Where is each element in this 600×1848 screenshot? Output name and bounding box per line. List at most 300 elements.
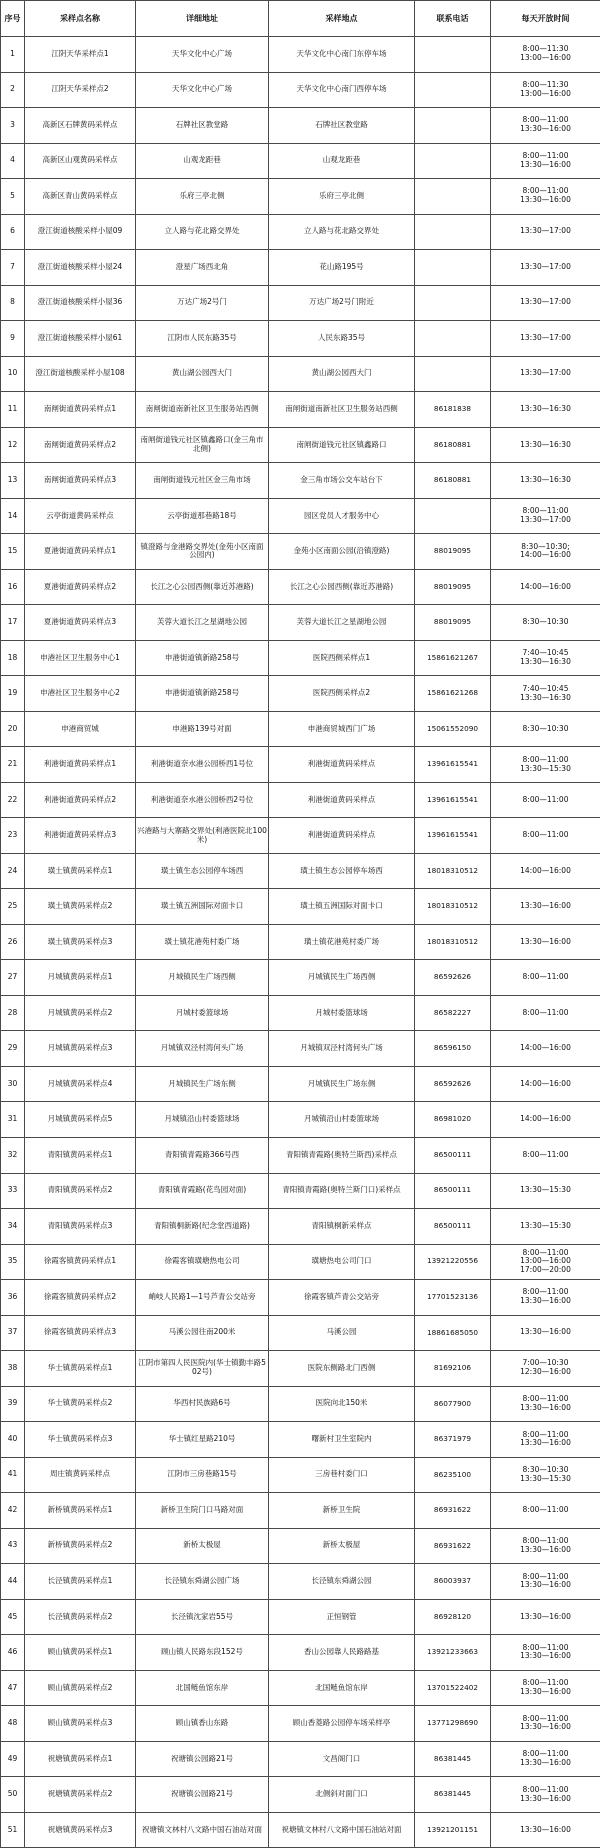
row-site-name: 澄江街道核酸采样小屋36	[25, 285, 136, 321]
row-phone	[415, 321, 491, 357]
row-sampling-location: 青阳镇桐新采样点	[269, 1209, 415, 1245]
row-address: 万达广场2号门	[136, 285, 269, 321]
row-phone: 18861685050	[415, 1315, 491, 1351]
row-seq: 21	[1, 747, 25, 783]
row-site-name: 长泾镇黄码采样点1	[25, 1564, 136, 1600]
row-seq: 26	[1, 924, 25, 960]
table-row	[1, 1564, 600, 1600]
row-open-hours: 8:00—11:00 13:30—16:00	[491, 1564, 600, 1600]
row-site-name: 高新区山观黄码采样点	[25, 143, 136, 179]
row-seq: 47	[1, 1670, 25, 1706]
row-seq: 25	[1, 889, 25, 925]
row-seq: 42	[1, 1493, 25, 1529]
row-phone: 13701522402	[415, 1670, 491, 1706]
row-sampling-location: 长江之心公园西侧(靠近苏港路)	[269, 569, 415, 605]
row-site-name: 南闸街道黄码采样点1	[25, 392, 136, 428]
row-address: 镇澄路与金港路交界处(金苑小区南面公园内)	[136, 534, 269, 570]
row-open-hours: 13:30—17:00	[491, 321, 600, 357]
row-sampling-location: 曙新村卫生室院内	[269, 1422, 415, 1458]
row-seq: 44	[1, 1564, 25, 1600]
row-address: 月城村委篮球场	[136, 995, 269, 1031]
row-phone: 18018310512	[415, 889, 491, 925]
row-open-hours: 13:30—17:00	[491, 356, 600, 392]
row-seq: 34	[1, 1209, 25, 1245]
row-phone	[415, 356, 491, 392]
table-row	[1, 356, 600, 392]
header-site-name: 采样点名称	[25, 1, 136, 37]
row-site-name: 华士镇黄码采样点2	[25, 1386, 136, 1422]
row-phone: 86981020	[415, 1102, 491, 1138]
row-sampling-location: 利港街道黄码采样点	[269, 747, 415, 783]
row-address: 璜土镇生态公园停车场西	[136, 853, 269, 889]
table-row	[1, 1777, 600, 1813]
row-site-name: 利港街道黄码采样点1	[25, 747, 136, 783]
row-address: 立人路与花北路交界处	[136, 214, 269, 250]
row-address: 申港街道镇新路258号	[136, 676, 269, 712]
row-sampling-location: 金苑小区南面公园(沿镇澄路)	[269, 534, 415, 570]
row-sampling-location: 北国鲢鱼馆东岸	[269, 1670, 415, 1706]
row-open-hours: 8:00—11:00 13:30—16:00	[491, 1528, 600, 1564]
row-phone: 86235100	[415, 1457, 491, 1493]
row-site-name: 璜土镇黄码采样点2	[25, 889, 136, 925]
row-phone: 86928120	[415, 1599, 491, 1635]
row-sampling-location: 月城镇双泾村湾何头广场	[269, 1031, 415, 1067]
row-seq: 9	[1, 321, 25, 357]
row-seq: 17	[1, 605, 25, 641]
table-row	[1, 1386, 600, 1422]
row-sampling-location: 利港街道黄码采样点	[269, 818, 415, 854]
row-sampling-location: 正恒钢管	[269, 1599, 415, 1635]
row-sampling-location: 石牌社区教堂路	[269, 108, 415, 144]
row-seq: 31	[1, 1102, 25, 1138]
row-phone: 86077900	[415, 1386, 491, 1422]
row-sampling-location: 南闸街道南新社区卫生服务站西侧	[269, 392, 415, 428]
row-seq: 49	[1, 1741, 25, 1777]
row-sampling-location: 月城村委篮球场	[269, 995, 415, 1031]
table-row	[1, 1812, 600, 1848]
row-sampling-location: 青阳镇青霞路(奥特兰斯西)采样点	[269, 1137, 415, 1173]
row-site-name: 夏港街道黄码采样点1	[25, 534, 136, 570]
row-address: 澄星广场西北角	[136, 250, 269, 286]
row-open-hours: 8:00—11:00 13:30—16:00	[491, 1741, 600, 1777]
table-row	[1, 37, 600, 73]
row-address: 璜土镇花港苑村委广场	[136, 924, 269, 960]
row-open-hours: 13:30—16:30	[491, 427, 600, 463]
row-phone: 86381445	[415, 1777, 491, 1813]
row-site-name: 澄江街道核酸采样小屋108	[25, 356, 136, 392]
row-site-name: 顾山镇黄码采样点1	[25, 1635, 136, 1671]
row-phone: 18018310512	[415, 853, 491, 889]
row-open-hours: 8:00—11:00 13:30—16:00	[491, 108, 600, 144]
row-site-name: 江阴天华采样点1	[25, 37, 136, 73]
table-row	[1, 1741, 600, 1777]
row-site-name: 申港社区卫生服务中心2	[25, 676, 136, 712]
table-row	[1, 711, 600, 747]
table-row	[1, 285, 600, 321]
row-address: 徐霞客镇璜塘热电公司	[136, 1244, 269, 1280]
row-phone: 86180881	[415, 463, 491, 499]
row-open-hours: 8:00—11:00 13:00—16:00 17:00—20:00	[491, 1244, 600, 1280]
row-open-hours: 7:40—10:45 13:30—16:30	[491, 640, 600, 676]
row-open-hours: 13:30—16:00	[491, 1599, 600, 1635]
row-site-name: 澄江街道核酸采样小屋61	[25, 321, 136, 357]
row-open-hours: 14:00—16:00	[491, 569, 600, 605]
table-row	[1, 782, 600, 818]
table-row	[1, 72, 600, 108]
table-row	[1, 1528, 600, 1564]
row-sampling-location: 立人路与花北路交界处	[269, 214, 415, 250]
row-open-hours: 8:00—11:00	[491, 960, 600, 996]
row-site-name: 祝塘镇黄码采样点2	[25, 1777, 136, 1813]
row-open-hours: 8:00—11:00	[491, 1137, 600, 1173]
row-open-hours: 14:00—16:00	[491, 853, 600, 889]
row-site-name: 祝塘镇黄码采样点3	[25, 1812, 136, 1848]
table-row	[1, 1457, 600, 1493]
row-phone	[415, 285, 491, 321]
row-seq: 19	[1, 676, 25, 712]
table-row	[1, 1351, 600, 1387]
row-open-hours: 8:00—11:00 13:30—16:00	[491, 1670, 600, 1706]
row-site-name: 周庄镇黄码采样点	[25, 1457, 136, 1493]
row-open-hours: 13:30—17:00	[491, 214, 600, 250]
row-sampling-location: 三房巷村委门口	[269, 1457, 415, 1493]
table-row	[1, 605, 600, 641]
row-site-name: 云亭街道黄码采样点	[25, 498, 136, 534]
row-seq: 11	[1, 392, 25, 428]
table-row	[1, 1599, 600, 1635]
row-address: 月城镇沿山村委篮球场	[136, 1102, 269, 1138]
row-open-hours: 14:00—16:00	[491, 1066, 600, 1102]
row-seq: 27	[1, 960, 25, 996]
row-sampling-location: 利港街道黄码采样点	[269, 782, 415, 818]
row-phone	[415, 143, 491, 179]
row-seq: 38	[1, 1351, 25, 1387]
row-phone: 86596150	[415, 1031, 491, 1067]
row-address: 申港街道镇新路258号	[136, 640, 269, 676]
table-row	[1, 569, 600, 605]
row-seq: 33	[1, 1173, 25, 1209]
row-address: 新桥太极屋	[136, 1528, 269, 1564]
row-open-hours: 13:30—17:00	[491, 250, 600, 286]
table-row	[1, 498, 600, 534]
row-open-hours: 7:00—10:30 12:30—16:00	[491, 1351, 600, 1387]
row-address: 月城镇民生广场东侧	[136, 1066, 269, 1102]
row-sampling-location: 医院向北150米	[269, 1386, 415, 1422]
row-site-name: 青阳镇黄码采样点2	[25, 1173, 136, 1209]
row-address: 顾山镇人民路东段152号	[136, 1635, 269, 1671]
table-row	[1, 108, 600, 144]
row-phone: 86931622	[415, 1493, 491, 1529]
row-phone	[415, 108, 491, 144]
row-site-name: 夏港街道黄码采样点2	[25, 569, 136, 605]
row-sampling-location: 璜土镇生态公园停车场西	[269, 853, 415, 889]
row-address: 马溪公园往南200米	[136, 1315, 269, 1351]
table-row	[1, 1066, 600, 1102]
row-seq: 36	[1, 1280, 25, 1316]
row-phone: 13961615541	[415, 818, 491, 854]
row-address: 天华文化中心广场	[136, 72, 269, 108]
row-phone: 86500111	[415, 1137, 491, 1173]
row-seq: 24	[1, 853, 25, 889]
row-phone	[415, 37, 491, 73]
row-phone: 13961615541	[415, 782, 491, 818]
row-seq: 14	[1, 498, 25, 534]
row-address: 月城镇民生广场西侧	[136, 960, 269, 996]
table-row	[1, 747, 600, 783]
row-seq: 10	[1, 356, 25, 392]
row-seq: 28	[1, 995, 25, 1031]
row-sampling-location: 月城镇沿山村委篮球场	[269, 1102, 415, 1138]
row-seq: 37	[1, 1315, 25, 1351]
row-open-hours: 8:00—11:30 13:00—16:00	[491, 72, 600, 108]
row-sampling-location: 香山公园靠人民路路基	[269, 1635, 415, 1671]
row-site-name: 月城镇黄码采样点2	[25, 995, 136, 1031]
row-open-hours: 8:30—10:30	[491, 711, 600, 747]
row-sampling-location: 月城镇民生广场西侧	[269, 960, 415, 996]
row-phone: 13921233663	[415, 1635, 491, 1671]
row-site-name: 澄江街道核酸采样小屋09	[25, 214, 136, 250]
row-seq: 3	[1, 108, 25, 144]
row-site-name: 南闸街道黄码采样点2	[25, 427, 136, 463]
row-sampling-location: 青阳镇青霞路(奥特兰斯门口)采样点	[269, 1173, 415, 1209]
row-seq: 12	[1, 427, 25, 463]
header-open-hours: 每天开放时间	[491, 1, 600, 37]
row-seq: 39	[1, 1386, 25, 1422]
row-phone: 81692106	[415, 1351, 491, 1387]
row-sampling-location: 芙蓉大道长江之星湖地公园	[269, 605, 415, 641]
row-open-hours: 13:30—16:30	[491, 392, 600, 428]
row-address: 华士镇红星路210号	[136, 1422, 269, 1458]
row-address: 祝塘镇公园路21号	[136, 1741, 269, 1777]
row-site-name: 月城镇黄码采样点5	[25, 1102, 136, 1138]
table-row	[1, 1173, 600, 1209]
row-phone: 86592626	[415, 1066, 491, 1102]
row-sampling-location: 人民东路35号	[269, 321, 415, 357]
table-body	[1, 37, 600, 1848]
row-seq: 1	[1, 37, 25, 73]
row-sampling-location: 南闸街道钱元社区镇鑫路口	[269, 427, 415, 463]
row-seq: 20	[1, 711, 25, 747]
row-sampling-location: 徐霞客镇芦青公交站旁	[269, 1280, 415, 1316]
row-seq: 13	[1, 463, 25, 499]
table-row	[1, 143, 600, 179]
row-address: 江阴市三房巷路15号	[136, 1457, 269, 1493]
row-address: 长泾镇东舜湖公园广场	[136, 1564, 269, 1600]
row-seq: 40	[1, 1422, 25, 1458]
row-address: 黄山湖公园西大门	[136, 356, 269, 392]
row-sampling-location: 花山路195号	[269, 250, 415, 286]
row-phone	[415, 498, 491, 534]
row-phone: 86371979	[415, 1422, 491, 1458]
row-address: 申港路139号对面	[136, 711, 269, 747]
row-sampling-location: 天华文化中心南门西停车场	[269, 72, 415, 108]
row-site-name: 祝塘镇黄码采样点1	[25, 1741, 136, 1777]
row-address: 月城镇双泾村湾何头广场	[136, 1031, 269, 1067]
row-open-hours: 8:00—11:00	[491, 782, 600, 818]
row-open-hours: 8:00—11:00 13:30—16:00	[491, 1706, 600, 1742]
row-site-name: 华士镇黄码采样点3	[25, 1422, 136, 1458]
row-seq: 51	[1, 1812, 25, 1848]
row-site-name: 华士镇黄码采样点1	[25, 1351, 136, 1387]
row-phone: 15061552090	[415, 711, 491, 747]
row-phone: 86500111	[415, 1173, 491, 1209]
row-site-name: 徐霞客镇黄码采样点3	[25, 1315, 136, 1351]
row-address: 利港街道奈水港公园桥西2号位	[136, 782, 269, 818]
table-row	[1, 1706, 600, 1742]
row-sampling-location: 医院西侧采样点2	[269, 676, 415, 712]
table-row	[1, 392, 600, 428]
row-open-hours: 8:00—11:00 13:30—16:00	[491, 1422, 600, 1458]
row-seq: 23	[1, 818, 25, 854]
row-site-name: 利港街道黄码采样点3	[25, 818, 136, 854]
row-phone: 88019095	[415, 534, 491, 570]
row-phone: 86003937	[415, 1564, 491, 1600]
row-sampling-location: 月城镇民生广场东侧	[269, 1066, 415, 1102]
row-sampling-location: 新桥卫生院	[269, 1493, 415, 1529]
row-seq: 2	[1, 72, 25, 108]
table-row	[1, 853, 600, 889]
table-row	[1, 1102, 600, 1138]
row-seq: 16	[1, 569, 25, 605]
table-row	[1, 1493, 600, 1529]
table-row	[1, 1422, 600, 1458]
row-address: 新桥卫生院门口马路对面	[136, 1493, 269, 1529]
row-open-hours: 13:30—17:00	[491, 285, 600, 321]
row-address: 兴港路与大寨路交界处(利港医院北100米)	[136, 818, 269, 854]
row-phone	[415, 179, 491, 215]
row-phone: 13771298690	[415, 1706, 491, 1742]
row-seq: 8	[1, 285, 25, 321]
row-address: 顾山镇香山东路	[136, 1706, 269, 1742]
row-address: 南闸街道南新社区卫生服务站西侧	[136, 392, 269, 428]
row-seq: 6	[1, 214, 25, 250]
row-open-hours: 7:40—10:45 13:30—16:30	[491, 676, 600, 712]
row-sampling-location: 医院东侧路北门西侧	[269, 1351, 415, 1387]
row-phone	[415, 72, 491, 108]
row-site-name: 顾山镇黄码采样点3	[25, 1706, 136, 1742]
row-open-hours: 8:00—11:00 13:30—16:00	[491, 1635, 600, 1671]
row-sampling-location: 黄山湖公园西大门	[269, 356, 415, 392]
row-seq: 22	[1, 782, 25, 818]
row-open-hours: 13:30—16:00	[491, 889, 600, 925]
row-site-name: 夏港街道黄码采样点3	[25, 605, 136, 641]
row-seq: 41	[1, 1457, 25, 1493]
row-seq: 5	[1, 179, 25, 215]
row-open-hours: 13:30—15:30	[491, 1173, 600, 1209]
table-row	[1, 427, 600, 463]
row-address: 石牌社区教堂路	[136, 108, 269, 144]
row-site-name: 利港街道黄码采样点2	[25, 782, 136, 818]
row-address: 天华文化中心广场	[136, 37, 269, 73]
row-open-hours: 8:00—11:00 13:30—17:00	[491, 498, 600, 534]
row-address: 北国鲢鱼馆东岸	[136, 1670, 269, 1706]
table-row	[1, 534, 600, 570]
row-phone: 88019095	[415, 605, 491, 641]
row-open-hours: 13:30—16:00	[491, 1315, 600, 1351]
row-site-name: 璜土镇黄码采样点3	[25, 924, 136, 960]
table-row	[1, 1137, 600, 1173]
row-open-hours: 14:00—16:00	[491, 1031, 600, 1067]
row-phone	[415, 250, 491, 286]
row-sampling-location: 北侧斜对面门口	[269, 1777, 415, 1813]
table-row	[1, 640, 600, 676]
row-address: 乐府三亭北侧	[136, 179, 269, 215]
row-open-hours: 13:30—16:00	[491, 924, 600, 960]
row-open-hours: 13:30—15:30	[491, 1209, 600, 1245]
row-site-name: 徐霞客镇黄码采样点2	[25, 1280, 136, 1316]
row-phone: 88019095	[415, 569, 491, 605]
row-address: 南闸街道钱元社区镇鑫路口(金三角市北侧)	[136, 427, 269, 463]
row-site-name: 申港社区卫生服务中心1	[25, 640, 136, 676]
row-address: 青阳镇桐新路(纪念堂西道路)	[136, 1209, 269, 1245]
row-site-name: 璜土镇黄码采样点1	[25, 853, 136, 889]
row-seq: 43	[1, 1528, 25, 1564]
row-phone	[415, 214, 491, 250]
row-phone: 86592626	[415, 960, 491, 996]
row-sampling-location: 新桥太极屋	[269, 1528, 415, 1564]
row-phone: 18018310512	[415, 924, 491, 960]
header-sampling-location: 采样地点	[269, 1, 415, 37]
table-row	[1, 1031, 600, 1067]
row-address: 江阴市人民东路35号	[136, 321, 269, 357]
row-sampling-location: 园区党员人才服务中心	[269, 498, 415, 534]
row-address: 青阳镇青霞路(花鸟园对面)	[136, 1173, 269, 1209]
row-site-name: 高新区青山黄码采样点	[25, 179, 136, 215]
table-header-row	[1, 1, 600, 37]
table-row	[1, 924, 600, 960]
row-sampling-location: 璜塘热电公司门口	[269, 1244, 415, 1280]
row-address: 江阴市第四人民医院内(华士镇勤丰路502号)	[136, 1351, 269, 1387]
row-site-name: 月城镇黄码采样点3	[25, 1031, 136, 1067]
row-phone: 13921220556	[415, 1244, 491, 1280]
row-seq: 29	[1, 1031, 25, 1067]
row-site-name: 长泾镇黄码采样点2	[25, 1599, 136, 1635]
table-row	[1, 960, 600, 996]
row-open-hours: 8:30—10:30 13:30—15:30	[491, 1457, 600, 1493]
row-phone: 86582227	[415, 995, 491, 1031]
header-address: 详细地址	[136, 1, 269, 37]
table-row	[1, 889, 600, 925]
row-open-hours: 13:30—16:00	[491, 1812, 600, 1848]
row-site-name: 月城镇黄码采样点1	[25, 960, 136, 996]
row-sampling-location: 万达广场2号门附近	[269, 285, 415, 321]
table-row	[1, 1244, 600, 1280]
row-seq: 35	[1, 1244, 25, 1280]
row-seq: 46	[1, 1635, 25, 1671]
row-site-name: 申港商贸城	[25, 711, 136, 747]
row-sampling-location: 文昌阁门口	[269, 1741, 415, 1777]
row-sampling-location: 申港商贸城西门广场	[269, 711, 415, 747]
row-address: 山观龙距巷	[136, 143, 269, 179]
table-row	[1, 1315, 600, 1351]
table-row	[1, 995, 600, 1031]
row-sampling-location: 马溪公园	[269, 1315, 415, 1351]
row-site-name: 月城镇黄码采样点4	[25, 1066, 136, 1102]
row-phone: 86931622	[415, 1528, 491, 1564]
header-phone: 联系电话	[415, 1, 491, 37]
table-row	[1, 250, 600, 286]
row-open-hours: 8:00—11:00 13:30—16:00	[491, 179, 600, 215]
row-seq: 30	[1, 1066, 25, 1102]
table-row	[1, 1670, 600, 1706]
row-open-hours: 8:00—11:00 13:30—15:30	[491, 747, 600, 783]
row-site-name: 顾山镇黄码采样点2	[25, 1670, 136, 1706]
row-phone: 13961615541	[415, 747, 491, 783]
table-row	[1, 463, 600, 499]
row-phone: 15861621268	[415, 676, 491, 712]
row-phone: 86181838	[415, 392, 491, 428]
row-address: 南闸街道钱元社区金三角市场	[136, 463, 269, 499]
